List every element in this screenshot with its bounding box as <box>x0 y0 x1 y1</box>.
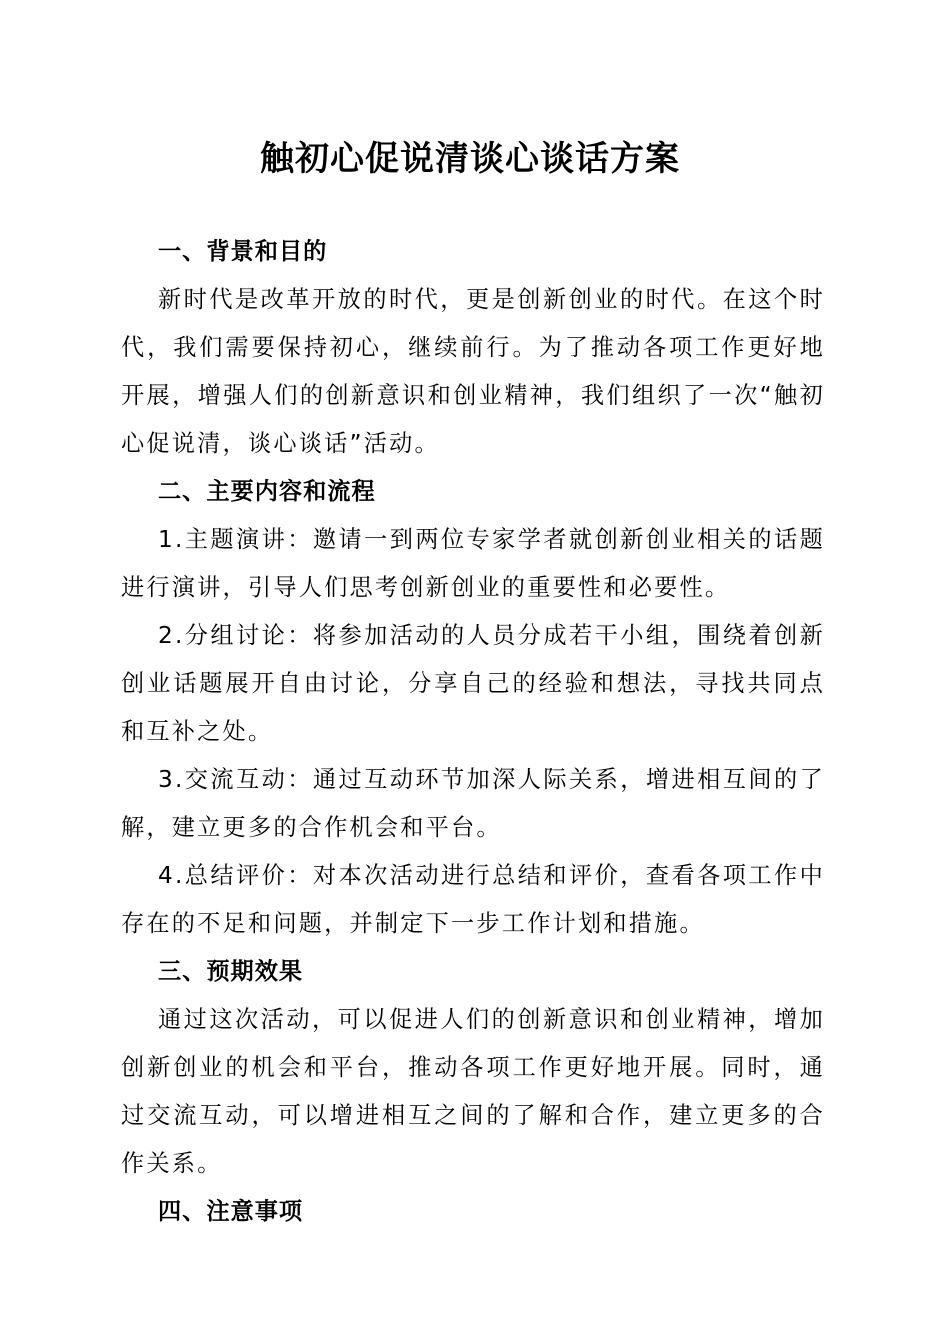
body-paragraph: 新时代是改革开放的时代，更是创新创业的时代。在这个时代，我们需要保持初心，继续前行。为了推动各项工作更好地开展，增强人们的创新意识和创业精神，我们组织了一次“触初心促说清，谈心谈话”活动。 <box>121 286 825 457</box>
document-body <box>121 228 825 1236</box>
section-heading-background: 一、背景和目的 <box>158 238 328 265</box>
document-title: 触初心促说清谈心谈话方案 <box>260 139 680 179</box>
list-item-keynote: 1.主题演讲：邀请一到两位专家学者就创新创业相关的话题进行演讲，引导人们思考创新创业的重要性和必要性。 <box>121 526 825 601</box>
list-item-interaction: 3.交流互动：通过互动环节加深人际关系，增进相互间的了解，建立更多的合作机会和平台。 <box>121 766 825 841</box>
section-heading-content-process: 二、主要内容和流程 <box>158 478 376 505</box>
list-item-summary: 4.总结评价：对本次活动进行总结和评价，查看各项工作中存在的不足和问题，并制定下一步工作计划和措施。 <box>121 862 825 937</box>
section-heading-notes: 四、注意事项 <box>158 1198 304 1225</box>
list-item-group-discussion: 2.分组讨论：将参加活动的人员分成若干小组，围绕着创新创业话题展开自由讨论，分享自己的经验和想法，寻找共同点和互补之处。 <box>121 622 825 745</box>
section-heading-expected-effect: 三、预期效果 <box>158 958 304 985</box>
body-paragraph: 通过这次活动，可以促进人们的创新意识和创业精神，增加创新创业的机会和平台，推动各项工作更好地开展。同时，通过交流互动，可以增进相互之间的了解和合作，建立更多的合作关系。 <box>121 1006 825 1177</box>
